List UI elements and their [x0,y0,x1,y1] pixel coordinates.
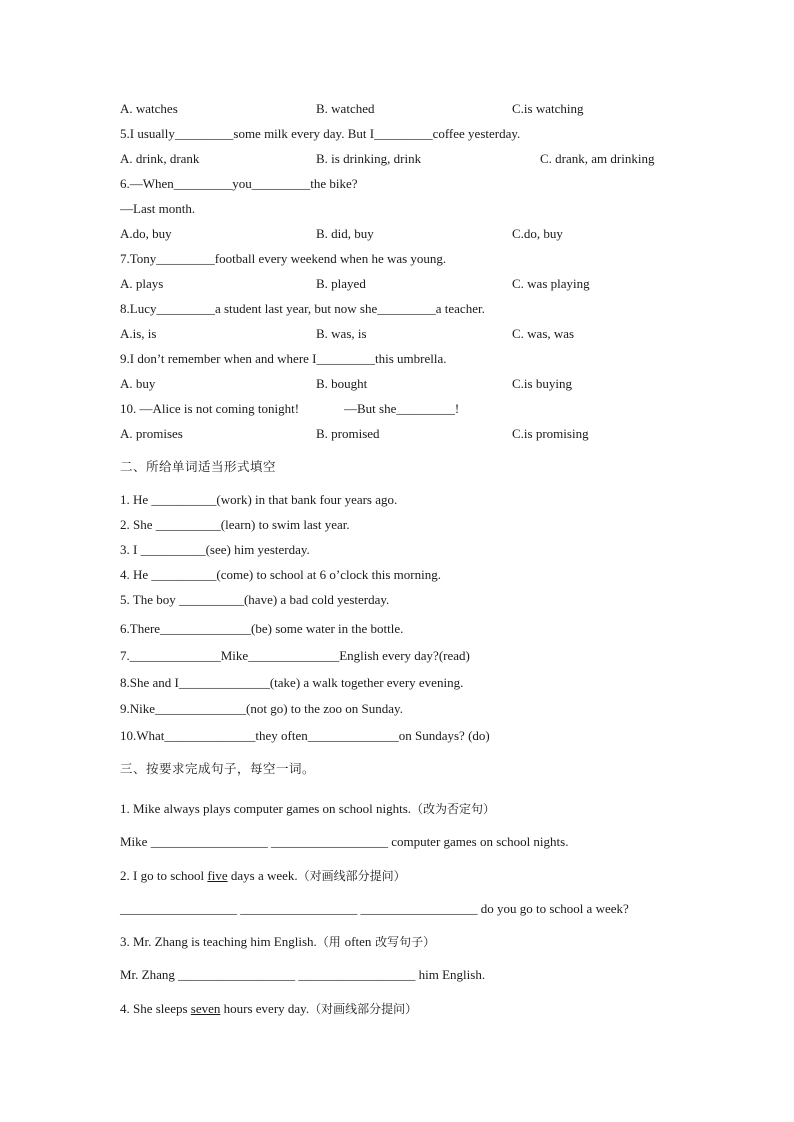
rewrite-answer-1: Mike __________________ __________________ computer games on school nights. [120,834,569,849]
fill-item-1: 1. He __________(work) in that bank four years ago. [120,492,398,507]
q7-option-a: A. plays [120,276,164,291]
rewrite-question-2 [120,868,406,884]
rewrite-question-4-pre: 4. She sleeps [120,1001,191,1016]
fill-item-8: 8.She and I______________(take) a walk together every evening. [120,675,464,690]
q10-option-c: C.is promising [512,426,589,441]
rewrite-question-4-instruction: （对画线部分提问） [309,1002,418,1016]
rewrite-question-1-text: 1. Mike always plays computer games on school nights. [120,801,412,816]
q4-option-a: A. watches [120,101,178,116]
q9-option-c: C.is buying [512,376,572,391]
rewrite-answer-2: __________________ __________________ __________________ do you go to school a week? [120,901,629,916]
rewrite-question-2-underlined: five [207,868,228,883]
question-9: 9.I don’t remember when and where I_________this umbrella. [120,351,447,366]
rewrite-question-3-instruction-a: （用 [316,935,345,949]
fill-item-7: 7.______________Mike______________English every day?(read) [120,648,470,663]
question-10: 10. —Alice is not coming tonight! [120,401,300,416]
q5-option-a: A. drink, drank [120,151,200,166]
q6-option-b: B. did, buy [316,226,374,241]
q8-option-b: B. was, is [316,326,367,341]
q5-option-c: C. drank, am drinking [540,151,655,166]
q6-option-a: A.do, buy [120,226,172,241]
question-6: 6.—When_________you_________the bike? [120,176,358,191]
section-3-heading: 三、按要求完成句子，每空一词。 [120,761,316,776]
q8-option-a: A.is, is [120,326,157,341]
fill-item-6: 6.There______________(be) some water in the bottle. [120,621,404,636]
rewrite-question-3-instruction-b: 改写句子） [371,935,436,949]
rewrite-question-3-instruction-word: often [344,934,372,949]
q6-option-c: C.do, buy [512,226,563,241]
q8-option-c: C. was, was [512,326,575,341]
rewrite-question-1 [120,801,495,817]
rewrite-answer-3: Mr. Zhang __________________ __________________ him English. [120,967,486,982]
q4-option-c: C.is watching [512,101,584,116]
question-5: 5.I usually_________some milk every day. But I_________coffee yesterday. [120,126,521,141]
q7-option-c: C. was playing [512,276,590,291]
question-7: 7.Tony_________football every weekend when he was young. [120,251,447,266]
q10-option-a: A. promises [120,426,183,441]
rewrite-question-2-instruction: （对画线部分提问） [297,869,406,883]
rewrite-question-1-instruction: （改为否定句） [411,802,496,816]
q9-option-a: A. buy [120,376,156,391]
fill-item-2: 2. She __________(learn) to swim last year. [120,517,350,532]
q7-option-b: B. played [316,276,366,291]
rewrite-question-4-post: hours every day. [220,1001,310,1016]
question-8: 8.Lucy_________a student last year, but now she_________a teacher. [120,301,485,316]
fill-item-9: 9.Nike______________(not go) to the zoo on Sunday. [120,701,403,716]
fill-item-10: 10.What______________they often______________on Sundays? (do) [120,728,490,743]
rewrite-question-4-underlined: seven [190,1001,221,1016]
section-2-heading: 二、所给单词适当形式填空 [120,459,277,474]
q5-option-b: B. is drinking, drink [316,151,422,166]
rewrite-question-2-post: days a week. [227,868,298,883]
rewrite-question-3-text: 3. Mr. Zhang is teaching him English. [120,934,317,949]
fill-item-5: 5. The boy __________(have) a bad cold yesterday. [120,592,390,607]
rewrite-question-3 [120,934,435,950]
question-10-reply: —But she_________! [344,401,460,416]
q4-option-b: B. watched [316,101,375,116]
q10-option-b: B. promised [316,426,380,441]
rewrite-question-4 [120,1001,417,1017]
fill-item-4: 4. He __________(come) to school at 6 o’clock this morning. [120,567,441,582]
question-6-answer: —Last month. [120,201,196,216]
rewrite-question-2-pre: 2. I go to school [120,868,208,883]
q9-option-b: B. bought [316,376,368,391]
fill-item-3: 3. I __________(see) him yesterday. [120,542,310,557]
